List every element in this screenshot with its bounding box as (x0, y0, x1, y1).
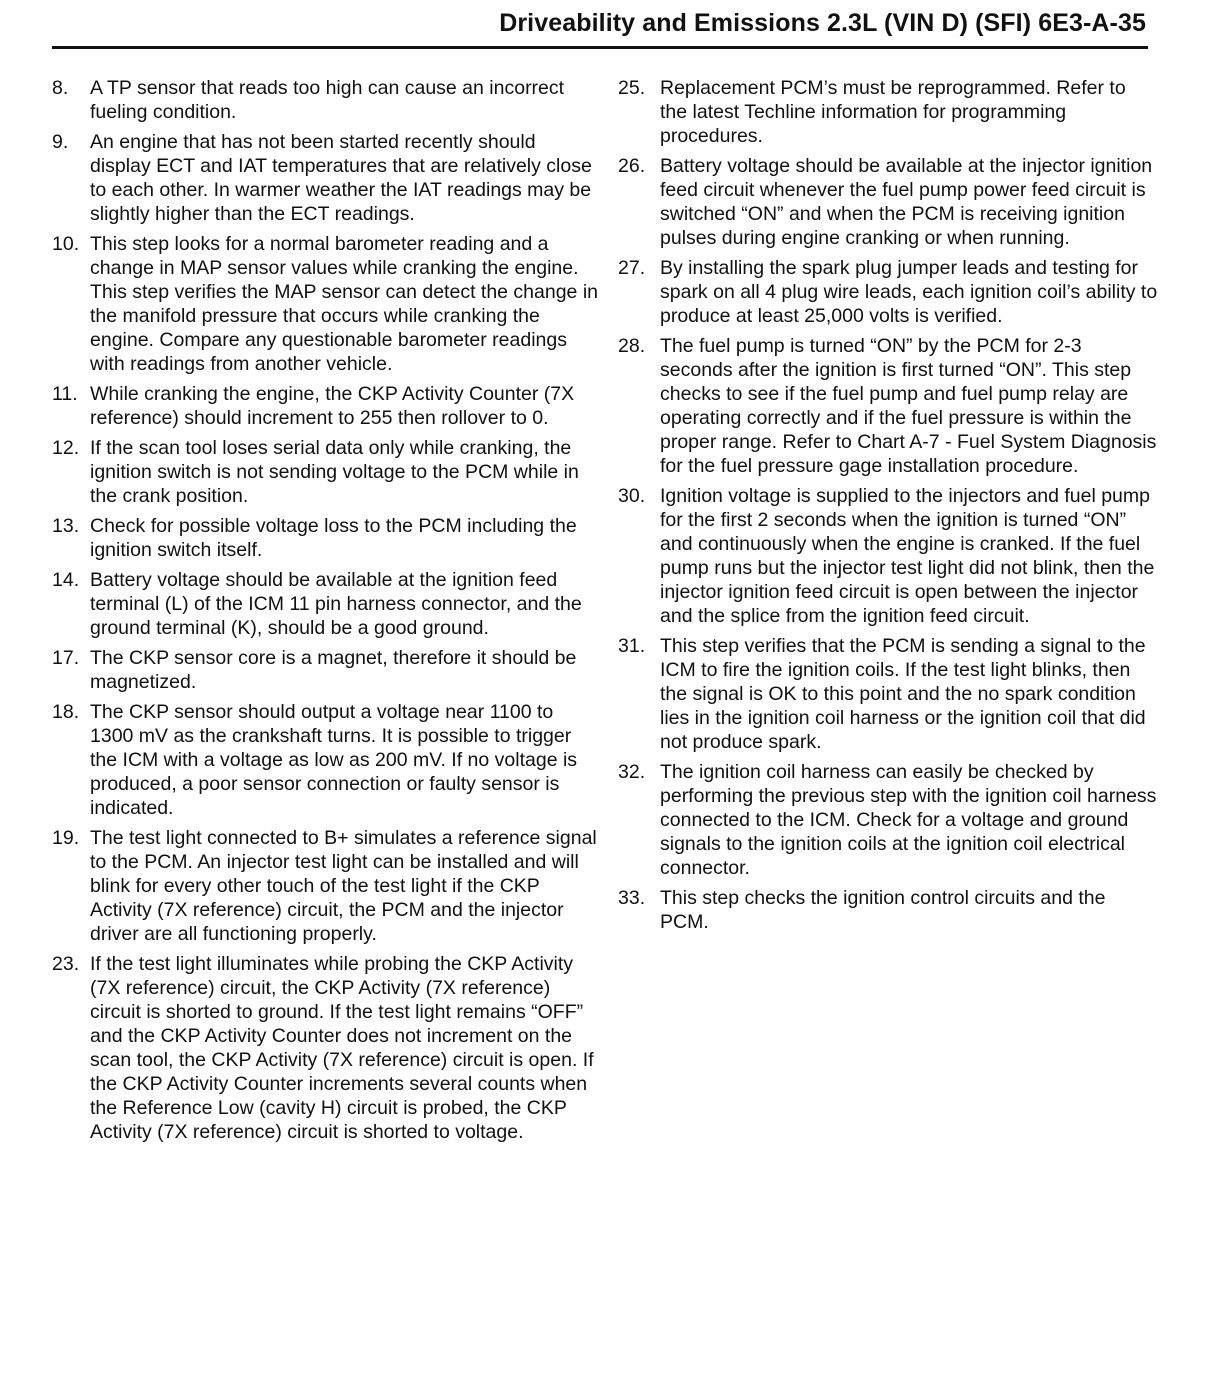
list-item (52, 76, 598, 124)
item-text: This step looks for a normal barometer reading and a change in MAP sensor values while cranking the engine. This step verifies the MAP sensor can detect the change in the manifold pressure that occurs while cranking the engine. Compare any questionable barometer readings with readings from another vehicle. (90, 233, 598, 375)
left-column-list (52, 76, 598, 1150)
item-number: 11. (52, 383, 78, 405)
item-text: If the test light illuminates while probing the CKP Activity (7X reference) circuit, the CKP Activity (7X reference) circuit is shorted to ground. If the test light remains “OFF” and the CKP Activity Counter does not increment on the scan tool, the CKP Activity (7X reference) circuit is open. If the CKP Activity Counter increments several counts when the Reference Low (cavity H) circuit is probed, the CKP Activity (7X reference) circuit is shorted to voltage. (90, 953, 594, 1143)
list-item (618, 760, 1158, 880)
list-item (52, 568, 598, 640)
item-number: 23. (52, 953, 80, 975)
list-item (52, 382, 598, 430)
item-text: Check for possible voltage loss to the PCM including the ignition switch itself. (90, 515, 577, 561)
item-number: 28. (618, 335, 646, 357)
item-text: A TP sensor that reads too high can cause an incorrect fueling condition. (90, 77, 565, 123)
list-item (52, 826, 598, 946)
right-column-list (618, 76, 1158, 940)
item-text: Battery voltage should be available at the ignition feed terminal (L) of the ICM 11 pin harness connector, and the ground terminal (K), should be a good ground. (90, 569, 582, 639)
item-number: 25. (618, 77, 646, 99)
list-item (618, 256, 1158, 328)
item-number: 19. (52, 827, 80, 849)
item-number: 26. (618, 155, 646, 177)
item-text: The CKP sensor should output a voltage near 1100 to 1300 mV as the crankshaft turns. It is possible to trigger the ICM with a voltage as low as 200 mV. If no voltage is produced, a poor sensor connection or faulty sensor is indicated. (90, 701, 578, 819)
item-text: The fuel pump is turned “ON” by the PCM for 2-3 seconds after the ignition is first turned “ON”. This step checks to see if the fuel pump and fuel pump relay are operating correctly and if the fuel pressure is within the proper range. Refer to Chart A-7 - Fuel System Diagnosis for the fuel pressure gage installation procedure. (660, 335, 1157, 477)
list-item (52, 700, 598, 820)
list-item (52, 514, 598, 562)
item-number: 17. (52, 647, 80, 669)
item-text: If the scan tool loses serial data only while cranking, the ignition switch is not sending voltage to the PCM while in the crank position. (90, 437, 579, 507)
item-number: 30. (618, 485, 646, 507)
item-number: 32. (618, 761, 646, 783)
list-item (618, 484, 1158, 628)
page-title: Driveability and Emissions 2.3L (VIN D) (SFI) 6E3-A-35 (499, 9, 1146, 37)
list-item (618, 334, 1158, 478)
item-number: 8. (52, 77, 69, 99)
list-item (52, 130, 598, 226)
item-text: By installing the spark plug jumper leads and testing for spark on all 4 plug wire leads, each ignition coil’s ability to produce at least 25,000 volts is verified. (660, 257, 1158, 327)
item-number: 27. (618, 257, 646, 279)
list-item (618, 634, 1158, 754)
item-text: An engine that has not been started recently should display ECT and IAT temperatures that are relatively close to each other. In warmer weather the IAT readings may be slightly higher than the ECT readings. (90, 131, 592, 225)
item-text: While cranking the engine, the CKP Activity Counter (7X reference) should increment to 255 then rollover to 0. (90, 383, 575, 429)
item-text: The ignition coil harness can easily be checked by performing the previous step with the ignition coil harness connected to the ICM. Check for a voltage and ground signals to the ignition coils at the ignition coil electrical connector. (660, 761, 1157, 879)
item-text: Battery voltage should be available at the injector ignition feed circuit whenever the fuel pump power feed circuit is switched “ON” and when the PCM is receiving ignition pulses during engine cranking or when running. (660, 155, 1153, 249)
list-item (52, 436, 598, 508)
item-number: 12. (52, 437, 80, 459)
item-number: 13. (52, 515, 80, 537)
item-number: 33. (618, 887, 646, 909)
item-number: 14. (52, 569, 80, 591)
list-item (52, 232, 598, 376)
page-header (52, 8, 1148, 49)
item-text: This step verifies that the PCM is sending a signal to the ICM to fire the ignition coils. If the test light blinks, then the signal is OK to this point and the no spark condition lies in the ignition coil harness or the ignition coil that did not produce spark. (660, 635, 1146, 753)
list-item (618, 154, 1158, 250)
list-item (52, 952, 598, 1144)
item-text: The test light connected to B+ simulates a reference signal to the PCM. An injector test light can be installed and will blink for every other touch of the test light if the CKP Activity (7X reference) circuit, the PCM and the injector driver are all functioning properly. (90, 827, 597, 945)
list-item (618, 886, 1158, 934)
list-item (52, 646, 598, 694)
item-text: Replacement PCM’s must be reprogrammed. Refer to the latest Techline information for programming procedures. (660, 77, 1126, 147)
item-text: This step checks the ignition control circuits and the PCM. (660, 887, 1106, 933)
item-number: 31. (618, 635, 646, 657)
item-number: 10. (52, 233, 80, 255)
item-number: 9. (52, 131, 69, 153)
item-text: Ignition voltage is supplied to the injectors and fuel pump for the first 2 seconds when the ignition is turned “ON” and continuously when the engine is cranked. If the fuel pump runs but the injector test light did not blink, then the injector ignition feed circuit is open between the injector and the splice from the ignition feed circuit. (660, 485, 1155, 627)
item-text: The CKP sensor core is a magnet, therefore it should be magnetized. (90, 647, 577, 693)
list-item (618, 76, 1158, 148)
item-number: 18. (52, 701, 80, 723)
